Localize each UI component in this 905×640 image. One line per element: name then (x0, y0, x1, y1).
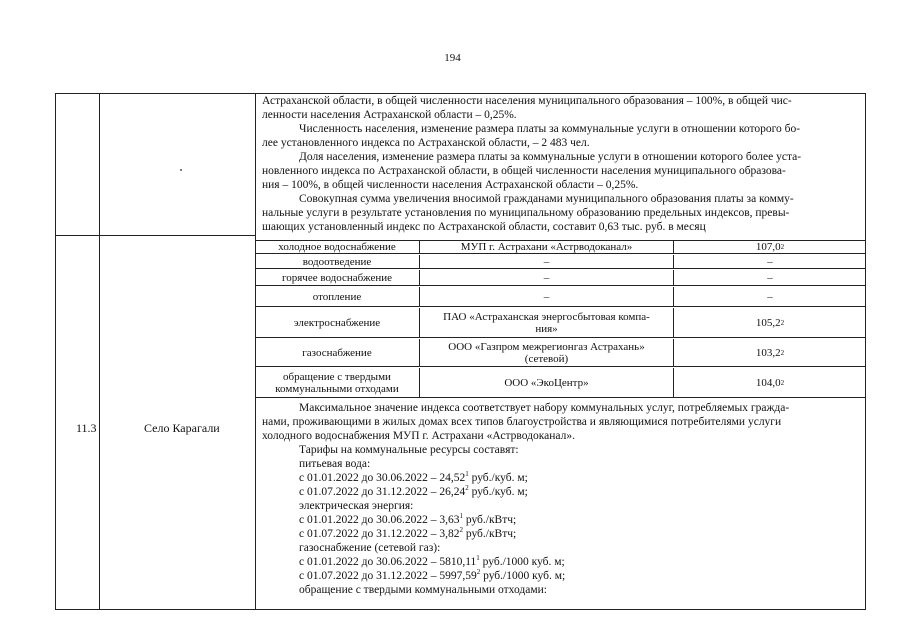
service-provider: ПАО «Астраханская энергосбытовая компа- ния» (419, 308, 673, 337)
column-divider (99, 94, 100, 609)
text-line: Численность населения, изменение размера платы за коммунальные услуги в отношении которого бо- (299, 123, 801, 135)
text-line: ленности населения Астраханской области – 0,25%. (262, 109, 517, 121)
service-row (255, 255, 866, 269)
text-line: ния – 100%, в общей численности населения Астраханской области – 0,25%. (262, 179, 639, 191)
text-line: Тарифы на коммунальные ресурсы составят: (299, 444, 519, 456)
text-line: шающих установленный индекс по Астраханской области, составит 0,63 тыс. руб. в месяц (262, 221, 706, 233)
service-row (255, 287, 866, 307)
settlement-name: Село Карагали (144, 421, 220, 435)
row-divider (56, 235, 255, 236)
service-index: 107,0 2 (673, 241, 866, 253)
service-name: холодное водоснабжение (278, 241, 396, 253)
service-index: – (673, 270, 866, 285)
tariff-line: с 01.01.2022 до 30.06.2022 – 5810,11$^1$ руб./1000 куб. м; (299, 554, 565, 568)
service-provider: МУП г. Астрахани «Астрводоканал» (419, 241, 673, 253)
service-provider: – (419, 255, 673, 268)
service-provider: – (419, 270, 673, 285)
tariff-line: с 01.01.2022 до 30.06.2022 – 3,63$^1$ руб./кВтч; (299, 512, 517, 526)
service-index: 103,2 2 (673, 339, 866, 366)
tariff-line: с 01.01.2022 до 30.06.2022 – 24,52$^1$ руб./куб. м; (299, 470, 528, 484)
service-row (255, 368, 866, 398)
text-line: нами, проживающими в жилых домах всех типов благоустройства и являющимися потребителями услуги (262, 416, 782, 428)
service-name: горячее водоснабжение (282, 271, 392, 284)
text-line: Максимальное значение индекса соответствует набору коммунальных услуг, потребляемых гражда- (299, 402, 790, 414)
text-line: Совокупная сумма увеличения вносимой гражданами муниципального образования платы за комму- (299, 193, 794, 205)
text-line: питьевая вода: (299, 458, 371, 470)
tariff-line: с 01.07.2022 до 31.12.2022 – 3,82$^2$ руб./кВтч; (299, 526, 517, 540)
service-name: электроснабжение (293, 316, 381, 329)
service-row (255, 339, 866, 367)
tariff-line: с 01.07.2022 до 31.12.2022 – 5997,59$^2$ руб./1000 куб. м; (299, 568, 566, 582)
text-line: Доля населения, изменение размера платы за коммунальные услуги в отношении которого более уста- (299, 151, 802, 163)
text-line: новленного индекса по Астраханской области, в общей численности населения муниципального образова- (262, 165, 786, 177)
service-provider: ООО «Газпром межрегионгаз Астрахань» (сетевой) (419, 339, 673, 366)
service-index: – (673, 287, 866, 306)
service-name: отопление (312, 290, 362, 303)
service-row (255, 240, 866, 254)
text-line: нальные услуги в результате установления по муниципальному образованию предельных индексов, превы- (262, 207, 790, 219)
service-name: водоотведение (302, 255, 372, 268)
tariff-line: с 01.07.2022 до 31.12.2022 – 26,24$^2$ руб./куб. м; (299, 484, 528, 498)
service-index: 104,0 2 (673, 368, 866, 397)
page-number: 194 (444, 52, 461, 64)
text-line: газоснабжение (сетевой газ): (299, 542, 441, 554)
service-index: 105,2 2 (673, 308, 866, 337)
text-line: Астраханской области, в общей численности населения муниципального образования – 100%, в общей чис- (262, 95, 792, 107)
service-row (255, 270, 866, 286)
row-number: 11.3 (76, 421, 97, 435)
text-line: электрическая энергия: (299, 500, 414, 512)
service-provider: ООО «ЭкоЦентр» (419, 368, 673, 397)
tariff-table (55, 93, 866, 610)
scan-speck (180, 169, 182, 171)
text-line: лее установленного индекса по Астраханской области, – 2 483 чел. (262, 137, 590, 149)
service-provider: – (419, 287, 673, 306)
text-line: холодного водоснабжения МУП г. Астрахани «Астрводоканал». (262, 430, 575, 442)
service-name: обращение с твердыми коммунальными отходами (275, 370, 399, 395)
service-row (255, 308, 866, 338)
service-name: газоснабжение (302, 346, 372, 359)
service-index: – (673, 255, 866, 268)
text-line: обращение с твердыми коммунальными отходами: (299, 584, 547, 596)
